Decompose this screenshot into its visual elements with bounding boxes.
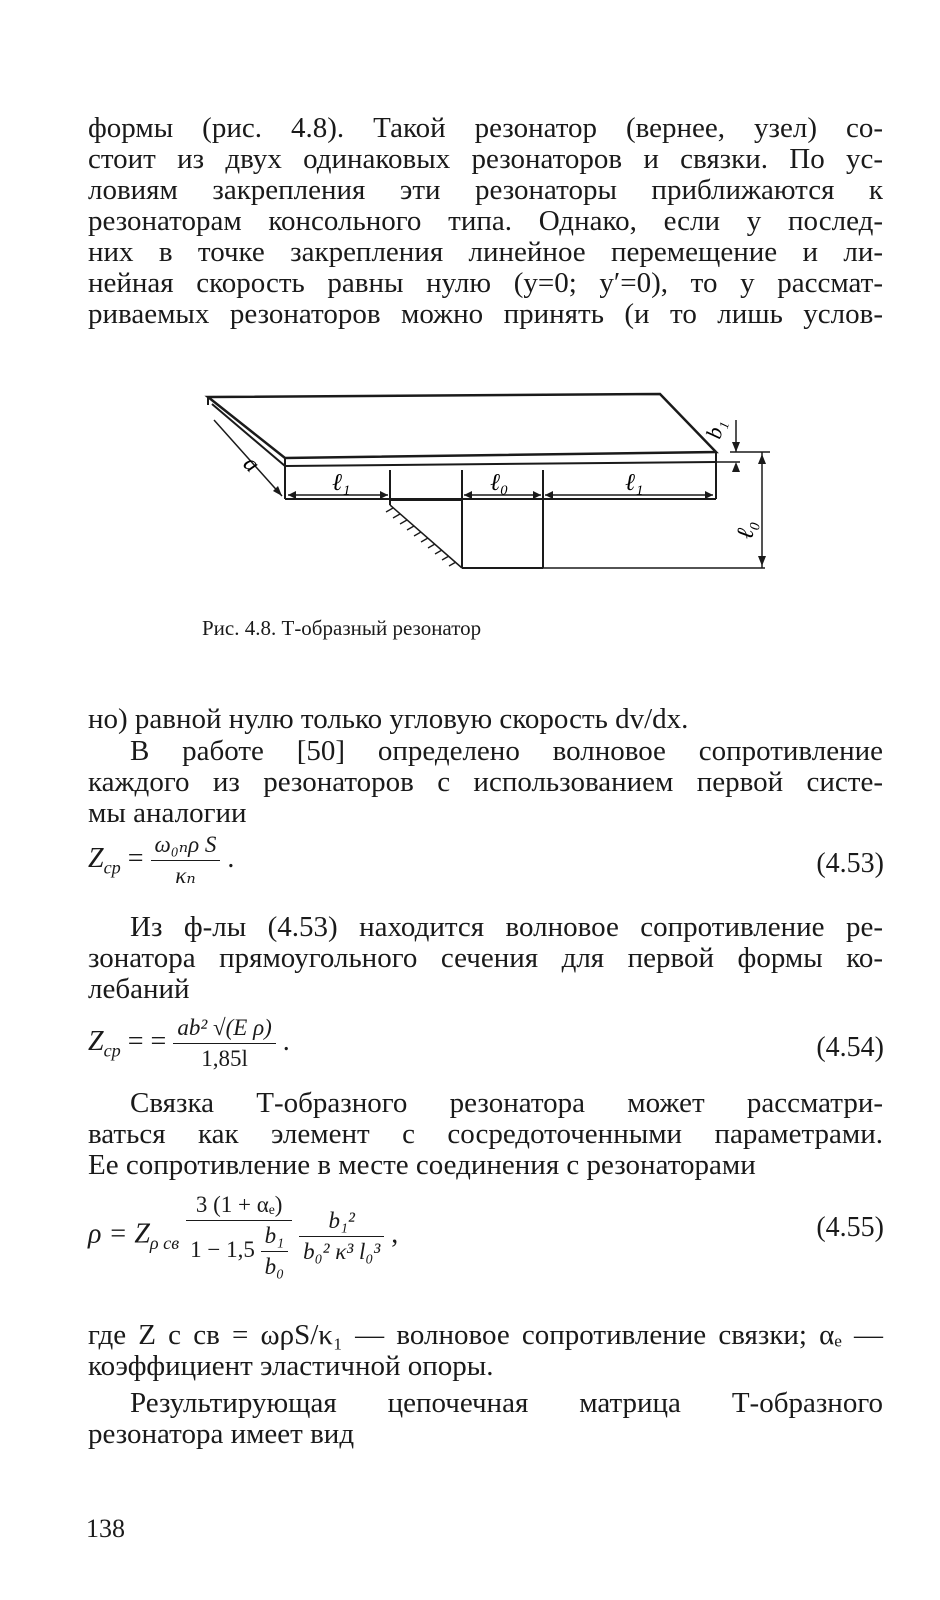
equation-4-54: $Z_{cp}$ = = $\frac{\text{ab² √(E ρ)}}{1,85l}$ . <box>88 1015 290 1071</box>
text-line: зонатора прямоугольного сечения для первой формы ко- <box>88 942 883 974</box>
text-line: них в точке закрепления линейное перемещение и ли- <box>88 236 883 268</box>
page-number: 138 <box>86 1514 125 1543</box>
label-b1: b₁ <box>700 416 730 442</box>
label-a: a <box>237 450 265 478</box>
label-l0: ℓ₀ <box>490 470 509 496</box>
text-line: Ее сопротивление в месте соединения с резонаторами <box>88 1149 756 1181</box>
equation-number: (4.55) <box>816 1212 884 1243</box>
text-line: но) равной нулю только угловую скорость dv/dx. <box>88 703 689 735</box>
text-line: каждого из резонаторов с использованием первой систе- <box>88 766 883 798</box>
equation-number: (4.54) <box>816 1032 884 1063</box>
text-line: риваемых резонаторов можно принять (и то лишь услов- <box>88 298 883 330</box>
text-line: где Z c св = ωρS/κ₁ — волновое сопротивление связки; αₑ — <box>88 1319 883 1351</box>
text-line: ваться как элемент с сосредоточенными параметрами. <box>88 1118 883 1150</box>
text-line: лебаний <box>88 973 190 1005</box>
fraction: $\frac{\text{ω₀ₙρ S}}{\text{κₙ}}$ <box>151 832 221 889</box>
text-line: стоит из двух одинаковых резонаторов и связки. По ус- <box>88 143 883 175</box>
fraction: $\frac{\text{ab² √(E ρ)}}{1,85l}$ <box>173 1015 275 1072</box>
text-line: коэффициент эластичной опоры. <box>88 1350 494 1382</box>
text-line: Связка Т-образного резонатора может рассматри- <box>130 1087 883 1119</box>
text-line: резонатора имеет вид <box>88 1418 355 1450</box>
text-line: ловиям закрепления эти резонаторы приближаются к <box>88 174 883 206</box>
text-line: В работе [50] определено волновое сопротивление <box>130 735 883 767</box>
text-line: резонаторам консольного типа. Однако, если у послед- <box>88 205 883 237</box>
text-line: нейная скорость равны нулю (y=0; y′=0), то у рассмат- <box>88 267 883 299</box>
text-line: формы (рис. 4.8). Такой резонатор (вернее, узел) со- <box>88 112 883 144</box>
text-line: Из ф-лы (4.53) находится волновое сопротивление ре- <box>130 911 883 943</box>
label-l1-left: ℓ₁ <box>332 470 351 496</box>
figure-caption: Рис. 4.8. Т-образный резонатор <box>202 616 482 640</box>
text-line: мы аналогии <box>88 797 247 829</box>
equation-4-55: $\rho = Z_{\rho св}$ 3 (1 + αₑ) 1 − 1,5 $\frac{\text{b₁}}{\text{b₀}}$ $\frac{\text{b₁²}}{\text{b₀² κ³ l₀³}}$ , <box>88 1192 399 1279</box>
t-resonator-figure <box>190 360 790 590</box>
label-l1-right: ℓ₁ <box>625 470 644 496</box>
label-l0-side: ℓ₀ <box>732 518 762 542</box>
fraction: 3 (1 + αₑ) 1 − 1,5 $\frac{\text{b₁}}{\text{b₀}}$ <box>186 1192 292 1280</box>
text-line: Результирующая цепочечная матрица Т-образного <box>130 1387 883 1419</box>
equation-4-53: $Z_{cp}$ = $\frac{\text{ω₀ₙρ S}}{\text{κₙ}}$ . <box>88 832 235 888</box>
equation-number: (4.53) <box>816 848 884 879</box>
fraction: $\frac{\text{b₁²}}{\text{b₀² κ³ l₀³}}$ <box>299 1208 384 1265</box>
